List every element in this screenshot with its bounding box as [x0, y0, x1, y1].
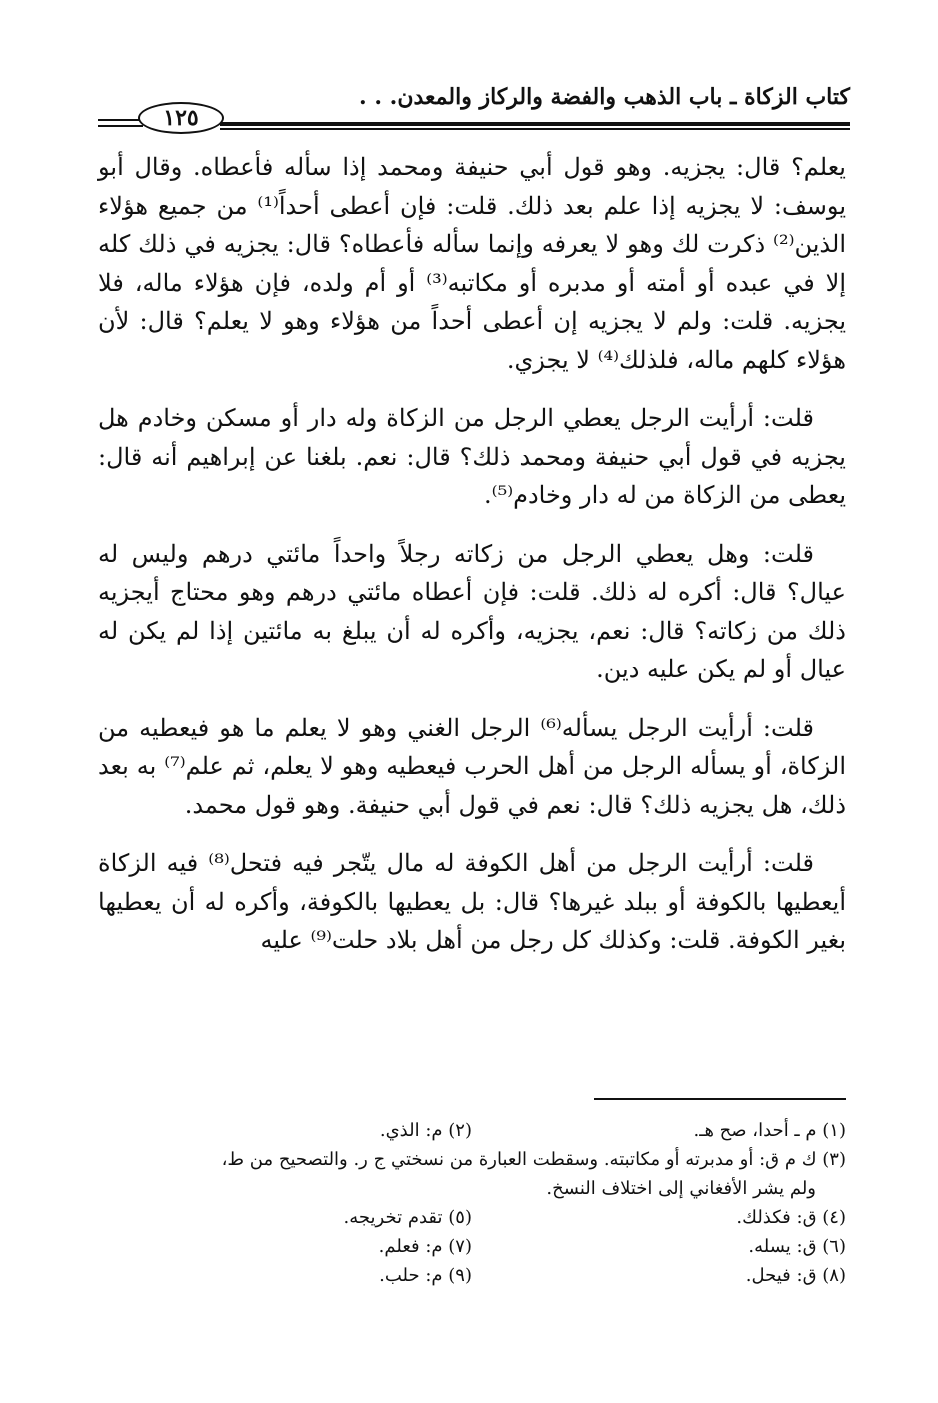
header-rule-left-bottom	[98, 125, 143, 127]
page-header	[98, 76, 850, 132]
footnote-4: (٤) ق: فكذلك.	[736, 1207, 846, 1228]
footnote-separator	[594, 1098, 846, 1100]
header-rule-thick	[220, 122, 850, 126]
footnote-1: (١) م ـ أحدا، صح هـ.	[693, 1120, 846, 1141]
footnote-8: (٨) ق: فيحل.	[745, 1265, 846, 1286]
footnote-row	[98, 1203, 846, 1232]
paragraph-4: قلت: أرأيت الرجل يسأله⁽⁶⁾ الرجل الغني وهو لا يعلم ما هو فيعطيه من الزكاة، أو يسأله الرجل من أهل الحرب فيعطيه وهو لا يعلم، ثم علم⁽⁷⁾ به بعد ذلك، هل يجزيه ذلك؟ قال: نعم في قول أبي حنيفة. وهو قول محمد.	[98, 713, 846, 819]
main-text	[98, 148, 846, 980]
paragraph-1: يعلم؟ قال: يجزيه. وهو قول أبي حنيفة ومحمد إذا سأله فأعطاه. وقال أبو يوسف: لا يجزيه إذا علم بعد ذلك. قلت: فإن أعطى أحداً⁽¹⁾ من جميع هؤلاء الذين⁽²⁾ ذكرت لك وهو لا يعرفه وإنما سأله فأعطاه؟ قال: يجزيه في ذلك كله إلا في عبده أو أمته أو مدبره أو مكاتبه⁽³⁾ أو أم ولده، فإن هؤلاء ماله، فلا يجزيه. قلت: ولم لا يجزيه إن أعطى أحداً من هؤلاء وهو لا يعلم؟ قال: لأن هؤلاء كلهم ماله، فلذلك⁽⁴⁾ لا يجزي.	[98, 153, 847, 374]
footnote-5: (٥) تقدم تخريجه.	[343, 1207, 472, 1228]
footnote-row	[98, 1261, 846, 1290]
page-number: ١٢٥	[138, 102, 224, 134]
footnote-7: (٧) م: فعلم.	[378, 1236, 472, 1257]
footnote-row	[98, 1116, 846, 1145]
footnote-6: (٦) ق: يسله.	[748, 1236, 846, 1257]
header-rule-thin	[220, 128, 850, 130]
header-rule-left-top	[98, 119, 143, 121]
paragraph-5: قلت: أرأيت الرجل من أهل الكوفة له مال يتّجر فيه فتحل⁽⁸⁾ فيه الزكاة أيعطيها بالكوفة أو ببلد غيرها؟ قال: بل يعطيها بالكوفة، وأكره له أن يعطيها بغير الكوفة. قلت: وكذلك كل رجل من أهل بلاد حلت⁽⁹⁾ عليه	[98, 849, 846, 954]
footnote-3-continued: ولم يشر الأفغاني إلى اختلاف النسخ.	[546, 1178, 816, 1199]
footnote-2: (٢) م: الذي.	[379, 1120, 472, 1141]
paragraph-3: قلت: وهل يعطي الرجل من زكاته رجلاً واحداً مائتي درهم وليس له عيال؟ قال: أكره له ذلك. قلت: فإن أعطاه مائتي درهم وهو محتاج أيجزيه ذلك من زكاته؟ قال: نعم، يجزيه، وأكره له أن يبلغ به مائتين إذا لم يكن له عيال أو لم يكن عليه دين.	[98, 539, 846, 683]
running-title: كتاب الزكاة ـ باب الذهب والفضة والركاز والمعدن. . .	[359, 84, 850, 110]
paragraph-2: قلت: أرأيت الرجل يعطي الرجل من الزكاة وله دار أو مسكن وخادم هل يجزيه في قول أبي حنيفة ومحمد ذلك؟ قال: نعم. بلغنا عن إبراهيم أنه قال: يعطى من الزكاة من له دار وخادم⁽⁵⁾.	[98, 404, 846, 509]
footnote-3: (٣) ك م ق: أو مدبرته أو مكاتبته. وسقطت العبارة من نسختي ج ر. والتصحيح من ط،	[221, 1149, 846, 1170]
footnote-row	[98, 1232, 846, 1261]
footnotes	[98, 1116, 846, 1290]
footnote-9: (٩) م: حلب.	[379, 1265, 472, 1286]
